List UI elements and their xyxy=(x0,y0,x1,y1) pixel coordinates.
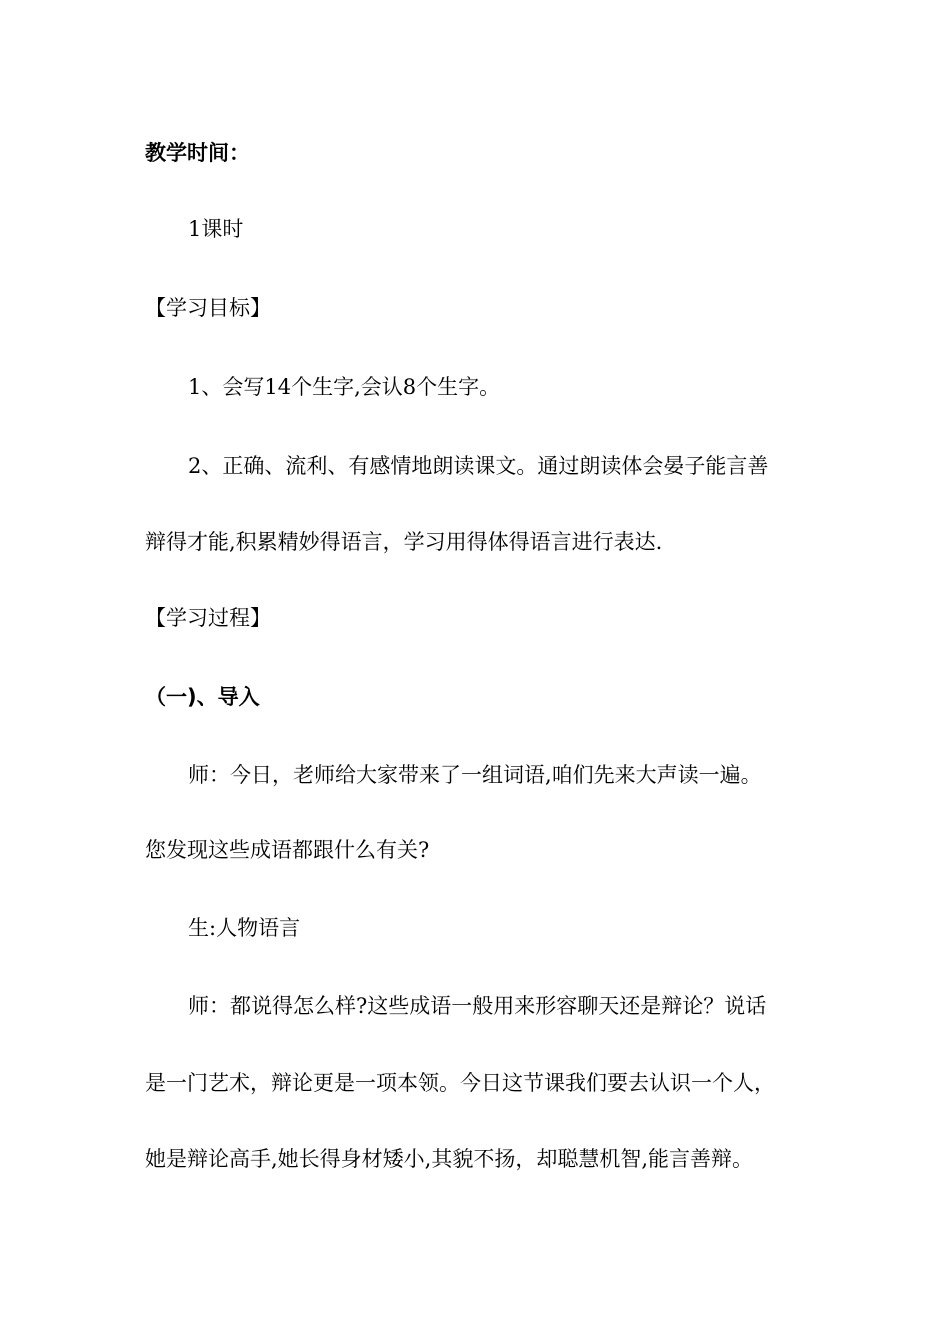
teaching-time-heading: 教学时间： xyxy=(145,141,250,165)
student-line: 生:人物语言 xyxy=(188,916,301,940)
section-intro-heading: （一)、导入 xyxy=(145,685,260,709)
teacher-line-2-continued-a: 是一门艺术，辩论更是一项本领。今日这节课我们要去认识一个人， xyxy=(145,1071,775,1095)
teacher-line-1-continued: 您发现这些成语都跟什么有关? xyxy=(145,838,430,862)
goal-item-2-continued: 辩得才能,积累精妙得语言，学习用得体得语言进行表达. xyxy=(145,530,663,554)
goal-item-1: 1、会写14个生字,会认8个生字。 xyxy=(188,375,501,399)
teacher-line-2-continued-b: 她是辩论高手,她长得身材矮小,其貌不扬，却聪慧机智,能言善辩。 xyxy=(145,1147,754,1171)
teaching-time-value: 1课时 xyxy=(188,217,244,241)
teacher-line-2: 师：都说得怎么样?这些成语一般用来形容聊天还是辩论？说话 xyxy=(188,994,767,1018)
goal-item-2: 2、正确、流利、有感情地朗读课文。通过朗读体会晏子能言善 xyxy=(188,454,769,478)
teacher-line-1: 师：今日，老师给大家带来了一组词语,咱们先来大声读一遍。 xyxy=(188,763,762,787)
learning-goals-heading: 【学习目标】 xyxy=(145,296,271,320)
learning-process-heading: 【学习过程】 xyxy=(145,606,271,630)
